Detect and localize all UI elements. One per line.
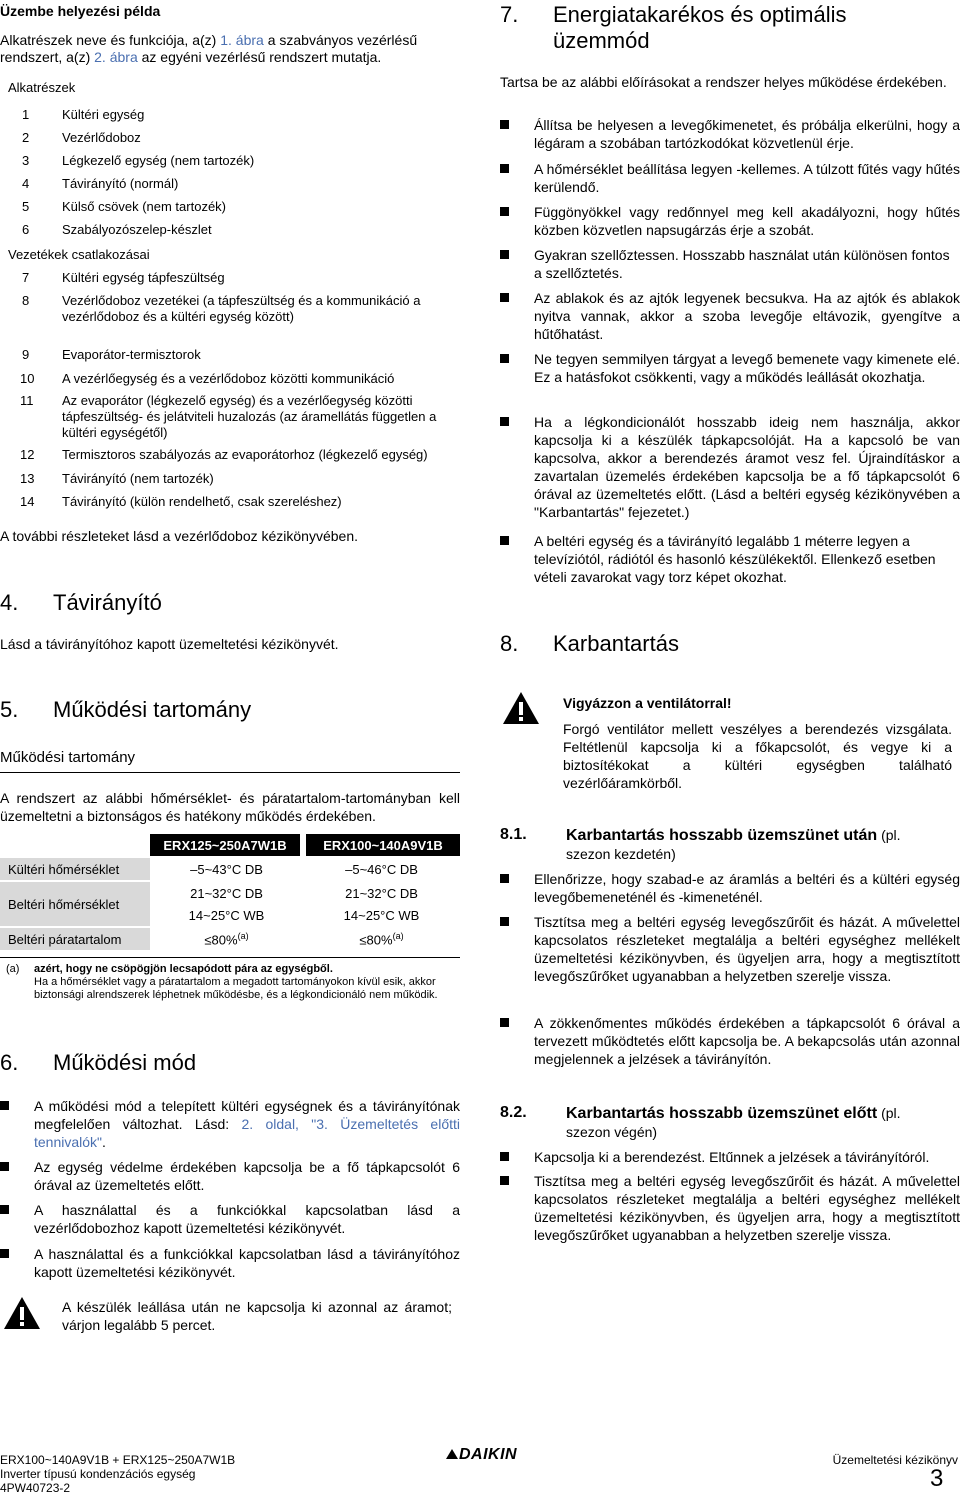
sec5-title: Működési tartomány [53,697,252,722]
note-1: azért, hogy ne csöpögjön lecsapódott pára az egységből. [34,963,333,975]
note-2: Ha a hőmérséklet vagy a páratartalom a megadott tartományokon kívül esik, akkor biztonsági alrendszerek léphetnek működésbe, és a légkondicionáló nem működik. [34,976,438,1001]
s81-number: 8.1. [500,826,527,843]
example-title: Üzembe helyezési példa [0,3,161,19]
daikin-logo: DAIKIN [446,1446,517,1464]
sec5-number: 5. [0,697,19,722]
page-number: 3 [930,1465,944,1492]
figure2-link[interactable]: 2. ábra [94,49,138,65]
fan-warning-title: Vigyázzon a ventilátorral! [563,695,732,711]
sec7-number: 7. [500,2,519,27]
sec4-title: Távirányító [53,590,162,615]
table-row: Kültéri hőmérséklet –5~43°C DB –5~46°C DB [0,857,460,881]
sec5-text: A rendszert az alábbi hőmérséklet- és páratartalom-tartományban kell üzemeltetni a biztonságos és hatékony működés érdekében. [0,790,460,824]
footer-manual: Üzemeltetési kézikönyv [832,1453,958,1467]
bullet-square [500,250,509,259]
divider [0,957,460,958]
warning-icon [502,691,540,725]
sec7-title: Energiatakarékos és optimális üzemmód [553,2,847,53]
fan-warning-text: Forgó ventilátor mellett veszélyes a berendezés vizsgálata. Feltétlenül kapcsolja ki a főkapcsolót, és vegye ki a biztosítékokat a kültéri egységben található vezérlőáramkörből. [563,721,952,791]
daikin-logo-mark [446,1448,459,1460]
s82-title: Karbantartás hosszabb üzemszünet előtt (pl. szezon végén) [566,1105,901,1140]
bullet-square [500,874,509,883]
warning-icon [3,1296,41,1330]
wiring-heading: Vezetékek csatlakozásai [8,247,150,262]
sec4-text: Lásd a távirányítóhoz kapott üzemeltetési kézikönyvét. [0,636,339,652]
list-item: A működési mód a telepített kültéri egységnek és a távirányítónak megfelelően változhat. Lásd: 2. oldal, "3. Üzemeltetés előtti tennivalók". [0,1097,460,1157]
operating-range-table [0,834,460,950]
divider [0,772,460,773]
bullet-square [500,207,509,216]
bullet-square [500,536,509,545]
bullet-square [500,417,509,426]
list-item: A használattal és a funkciókkal kapcsolatban lásd a távirányítóhoz kapott üzemeltetési kézikönyvét. [0,1245,460,1285]
bullet-square [500,1176,509,1185]
bullet-square [0,1249,9,1258]
sec5-subtitle: Működési tartomány [0,749,136,766]
bullet-square [500,1152,509,1161]
sec7-intro: Tartsa be az alábbi előírásokat a rendszer helyes működése érdekében. [500,74,947,90]
sec8-title: Karbantartás [553,631,679,656]
bullet-square [0,1205,9,1214]
table-row: Beltéri páratartalom ≤80%$^{(a)}$ ≤80%$^{(a)}$ [0,927,460,950]
sec6-number: 6. [0,1050,19,1075]
bullet-square [500,120,509,129]
s82-number: 8.2. [500,1104,527,1121]
bullet-square [500,917,509,926]
bullet-square [500,354,509,363]
parts-heading: Alkatrészek [8,80,76,95]
more-details: A további részleteket lásd a vezérlődoboz kézikönyvében. [0,528,358,544]
bullet-square [500,1018,509,1027]
figure1-link[interactable]: 1. ábra [220,32,264,48]
intro-text: Alkatrészek neve és funkciója, a(z) 1. ábra a szabványos vezérlésű rendszert, a(z) 2. ábra az egyéni vezérlésű rendszert mutatja. [0,32,418,65]
sec6-warning: A készülék leállása után ne kapcsolja ki azonnal az áramot; várjon legalább 5 percet. [62,1299,452,1333]
bullet-square [500,293,509,302]
sec8-number: 8. [500,631,519,656]
table-row: Beltéri hőmérséklet 21~32°C DB 21~32°C DB [0,881,460,904]
sec4-number: 4. [0,590,19,615]
sec6-title: Működési mód [53,1050,197,1075]
list-item: Az egység védelme érdekében kapcsolja be a fő tápkapcsolót 6 órával az üzemeltetés előtt. [0,1158,460,1198]
bullet-square [0,1162,9,1171]
table-row: 14~25°C WB 14~25°C WB [188,907,420,923]
footer-left: ERX100~140A9V1B + ERX125~250A7W1B Inverter típusú kondenzációs egység 4PW40723-2 [0,1453,236,1495]
table-header: ERX100~140A9V1B [303,834,460,857]
list-item: A használattal és a funkciókkal kapcsolatban lásd a vezérlődobozhoz kapott üzemeltetési kézikönyvét. [0,1201,460,1241]
section3-link[interactable]: 2. oldal, "3. Üzemeltetés előtti tennivalók" [34,1116,460,1150]
bullet-square [0,1101,9,1110]
note-label: (a) [6,963,20,975]
s81-title: Karbantartás hosszabb üzemszünet után (pl. szezon kezdetén) [566,827,901,862]
table-header: ERX125~250A7W1B [150,834,303,857]
bullet-square [500,164,509,173]
